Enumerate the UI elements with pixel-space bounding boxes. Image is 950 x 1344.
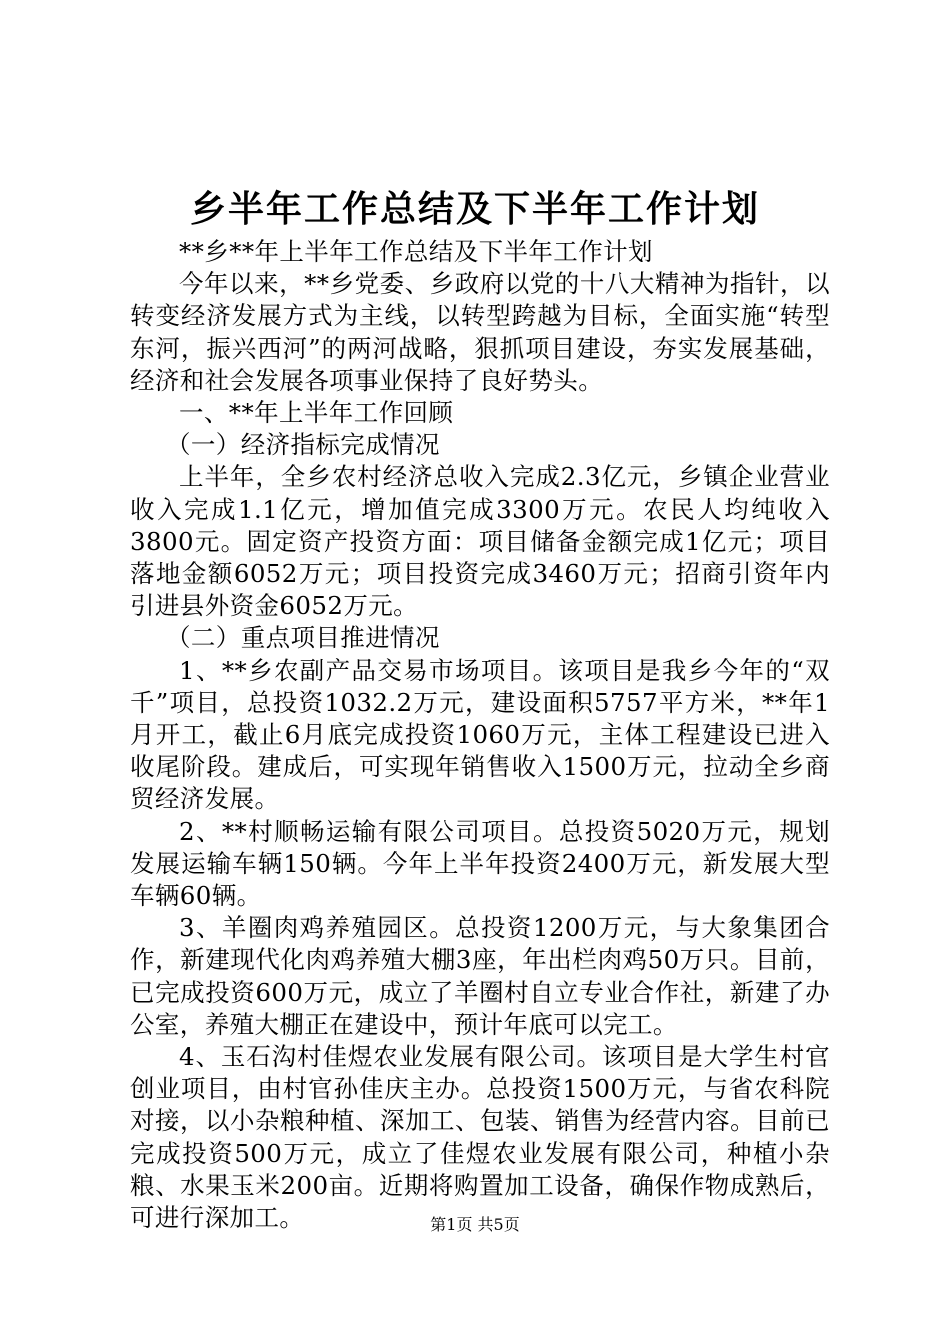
page-number-footer: 第1页 共5页 (430, 1215, 520, 1234)
subsection-heading: （一）经济指标完成情况 (166, 430, 440, 460)
document-title: 乡半年工作总结及下半年工作计划 (189, 188, 760, 230)
document-body (130, 236, 830, 1234)
subsection-heading: （二）重点项目推进情况 (166, 623, 440, 653)
section-heading: 一、**年上半年工作回顾 (179, 398, 454, 428)
project-paragraph: 2、**村顺畅运输有限公司项目。总投资5020万元，规划发展运输车辆150辆。今年上半年投资2400万元，新发展大型车辆60辆。 (130, 816, 830, 911)
project-paragraph: 3、羊圈肉鸡养殖园区。总投资1200万元，与大象集团合作，新建现代化肉鸡养殖大棚3座，年出栏肉鸡50万只。目前，已完成投资600万元，成立了羊圈村自立专业合作社，新建了办公室，养殖大棚正在建设中，预计年底可以完工。 (130, 913, 830, 1039)
project-paragraph: 4、玉石沟村佳煜农业发展有限公司。该项目是大学生村官创业项目，由村官孙佳庆主办。总投资1500万元，与省农科院对接，以小杂粮种植、深加工、包装、销售为经营内容。目前已完成投资500万元，成立了佳煜农业发展有限公司，种植小杂粮、水果玉米200亩。近期将购置加工设备，确保作物成熟后，可进行深加工。 (130, 1042, 830, 1233)
project-paragraph: 1、**乡农副产品交易市场项目。该项目是我乡今年的“双千”项目，总投资1032.2万元，建设面积5757平方米，**年1月开工，截止6月底完成投资1060万元，主体工程建设已进入收尾阶段。建成后，可实现年销售收入1500万元，拉动全乡商贸经济发展。 (130, 655, 830, 814)
subtitle-paragraph: **乡**年上半年工作总结及下半年工作计划 (179, 237, 653, 266)
intro-paragraph: 今年以来，**乡党委、乡政府以党的十八大精神为指针，以转变经济发展方式为主线，以转型跨越为目标，全面实施“转型东河，振兴西河”的两河战略，狠抓项目建设，夯实发展基础，经济和社会发展各项事业保持了良好势头。 (130, 269, 830, 395)
body-paragraph: 上半年，全乡农村经济总收入完成2.3亿元，乡镇企业营业收入完成1.1亿元，增加值完成3300万元。农民人均纯收入3800元。固定资产投资方面：项目储备金额完成1亿元；项目落地金额6052万元；项目投资完成3460万元；招商引资年内引进县外资金6052万元。 (130, 462, 830, 621)
